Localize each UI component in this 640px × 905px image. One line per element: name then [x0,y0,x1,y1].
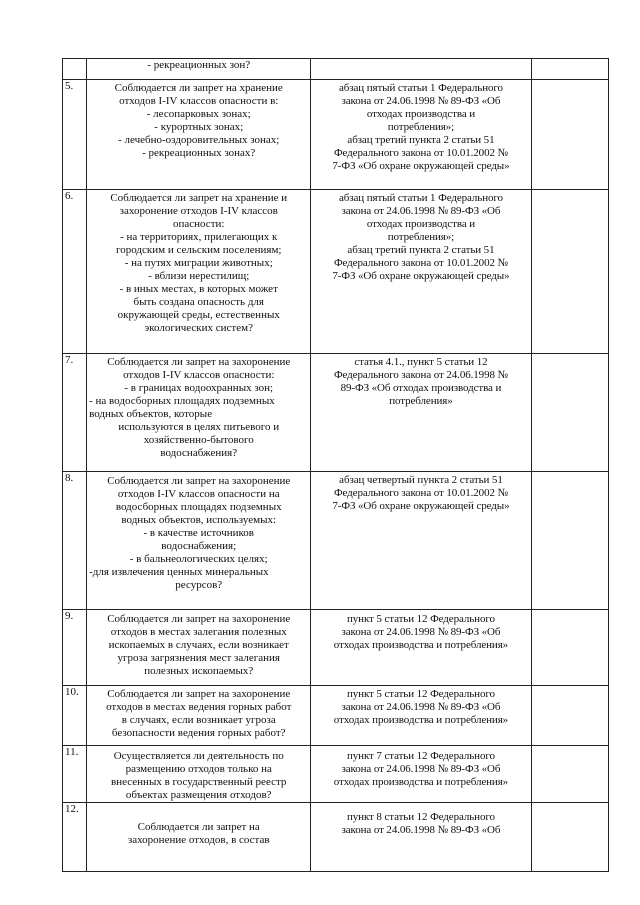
question-line: - в бальнеологических целях; [129,553,268,565]
answer-cell [531,686,608,746]
row-number: 7. [63,354,87,472]
legal-reference-cell [311,59,531,80]
question-cell [87,746,311,803]
legal-reference-cell [311,472,531,610]
answer-cell [531,610,608,686]
question-line: отходов I-IV классов опасности на [117,488,280,500]
row-number: 12. [63,803,87,872]
question-line: - на территориях, прилегающих к [120,231,278,243]
question-line: - в границах водоохранных зон; [124,382,274,394]
answer-cell [531,354,608,472]
question-line: водоснабжения? [160,447,238,459]
legal-reference-line: закона от 24.06.1998 № 89-ФЗ «Об [341,205,501,217]
question-cell [87,686,311,746]
question-line: опасности: [173,218,225,230]
question-line: Соблюдается ли запрет на захоронение [107,356,291,368]
answer-cell [531,472,608,610]
row-number: 6. [63,190,87,354]
legal-reference-line: закона от 24.06.1998 № 89-ФЗ «Об [341,824,501,836]
table-row [63,190,609,354]
question-line: захоронение отходов I-IV классов [119,205,278,217]
table-row [63,686,609,746]
legal-reference-line: закона от 24.06.1998 № 89-ФЗ «Об [341,701,501,713]
answer-cell [531,190,608,354]
legal-reference-line: абзац третий пункта 2 статьи 51 [347,134,495,146]
question-line: угроза загрязнения мест залегания [117,652,280,664]
question-line: полезных ископаемых? [144,665,254,677]
table-row [63,59,609,80]
table-row [63,472,609,610]
question-cell [87,190,311,354]
question-line: отходов в местах залегания полезных [110,626,287,638]
question-line: - рекреационных зон? [147,59,251,71]
question-cell [87,80,311,190]
legal-reference-line: 7-ФЗ «Об охране окружающей среды» [332,160,510,172]
legal-reference-cell [311,190,531,354]
legal-reference-line: потребления»; [387,121,455,133]
legal-reference-line: Федерального закона от 24.06.1998 № [333,369,508,381]
question-line: Соблюдается ли запрет на хранение и [110,192,288,204]
legal-reference-line: потребления» [389,395,453,407]
legal-reference-line: пункт 5 статьи 12 Федерального [346,688,495,700]
legal-reference-line: абзац четвертый пункта 2 статьи 51 [339,474,503,486]
question-line: городским и сельским поселениям; [115,244,282,256]
question-line: экологических систем? [144,322,253,334]
legal-reference-line: закона от 24.06.1998 № 89-ФЗ «Об [341,95,501,107]
legal-reference-line: пункт 7 статьи 12 Федерального [346,750,495,762]
question-cell [87,803,311,872]
legal-reference-line: 89-ФЗ «Об отходах производства и [340,382,502,394]
question-line: безопасности ведения горных работ? [111,727,286,739]
question-line: водных объектов, которые [89,408,213,420]
question-line: объектах размещения отходов? [125,789,272,801]
legal-reference-line: закона от 24.06.1998 № 89-ФЗ «Об [341,626,501,638]
table-row [63,803,609,872]
legal-reference-cell [311,610,531,686]
question-line: внесенных в государственный реестр [111,776,287,788]
legal-reference-line: абзац пятый статьи 1 Федерального [338,192,503,204]
row-number: 8. [63,472,87,610]
table-body [63,59,609,872]
table-row [63,80,609,190]
question-line: - лечебно-оздоровительных зонах; [118,134,280,146]
legal-reference-line: 7-ФЗ «Об охране окружающей среды» [332,270,510,282]
question-line: в случаях, если возникает угроза [121,714,276,726]
legal-reference-line: отходах производства и [366,108,476,120]
question-cell [87,59,311,80]
question-line: размещению отходов только на [125,763,272,775]
legal-reference-line: Федерального закона от 10.01.2002 № [333,257,508,269]
question-line: водоснабжения; [161,540,237,552]
question-line: - на путях миграции животных; [124,257,273,269]
question-line: водных объектов, используемых: [121,514,277,526]
legal-reference-line: Федерального закона от 10.01.2002 № [333,147,508,159]
answer-cell [531,803,608,872]
answer-cell [531,746,608,803]
question-line: ресурсов? [175,579,223,591]
question-line: - на водосборных площадях подземных [89,395,275,407]
legal-reference-line: отходах производства и потребления» [333,714,509,726]
question-line: быть создана опасность для [133,296,264,308]
requirements-table [62,58,609,872]
legal-reference-cell [311,803,531,872]
legal-reference-line: 7-ФЗ «Об охране окружающей среды» [332,500,510,512]
legal-reference-line: отходах производства и потребления» [333,776,509,788]
question-line: отходов I-IV классов опасности: [123,369,275,381]
question-line: отходов I-IV классов опасности в: [119,95,279,107]
legal-reference-line: Федерального закона от 10.01.2002 № [333,487,508,499]
legal-reference-line: отходах производства и потребления» [333,639,509,651]
question-line: Соблюдается ли запрет на захоронение [107,613,291,625]
legal-reference-line: пункт 8 статьи 12 Федерального [346,811,495,823]
question-cell [87,472,311,610]
legal-reference-line: статья 4.1., пункт 5 статьи 12 [354,356,488,368]
table-row [63,746,609,803]
answer-cell [531,59,608,80]
question-line: - рекреационных зонах? [142,147,256,159]
row-number [63,59,87,80]
table-row [63,610,609,686]
legal-reference-line: отходах производства и [366,218,476,230]
question-line: Соблюдается ли запрет на захоронение [107,475,291,487]
table-row [63,354,609,472]
question-line: захоронение отходов, в состав [127,834,270,846]
row-number: 11. [63,746,87,803]
question-line: Осуществляется ли деятельность по [113,750,284,762]
question-line: - лесопарковых зонах; [146,108,251,120]
question-line: - в иных местах, в которых может [119,283,278,295]
question-line: отходов в местах ведения горных работ [106,701,292,713]
legal-reference-cell [311,80,531,190]
question-line: используются в целях питьевого и [118,421,280,433]
question-line: окружающей среды, естественных [117,309,280,321]
question-line: - вблизи нерестилищ; [148,270,250,282]
question-cell [87,610,311,686]
question-line: - в качестве источников [143,527,255,539]
legal-reference-cell [311,746,531,803]
legal-reference-cell [311,686,531,746]
legal-reference-line: абзац пятый статьи 1 Федерального [338,82,503,94]
legal-reference-line: абзац третий пункта 2 статьи 51 [347,244,495,256]
legal-reference-line: закона от 24.06.1998 № 89-ФЗ «Об [341,763,501,775]
row-number: 9. [63,610,87,686]
question-line: -для извлечения ценных минеральных [89,566,269,578]
question-line: водосборных площадях подземных [115,501,282,513]
question-line: хозяйственно-бытового [143,434,254,446]
legal-reference-line: потребления»; [387,231,455,243]
question-line: ископаемых в случаях, если возникает [108,639,289,651]
question-line: Соблюдается ли запрет на хранение [114,82,283,94]
legal-reference-line: пункт 5 статьи 12 Федерального [346,613,495,625]
question-line: - курортных зонах; [154,121,244,133]
row-number: 10. [63,686,87,746]
question-line: Соблюдается ли запрет на захоронение [107,688,291,700]
answer-cell [531,80,608,190]
legal-reference-cell [311,354,531,472]
question-line: Соблюдается ли запрет на [137,821,260,833]
row-number: 5. [63,80,87,190]
question-cell [87,354,311,472]
